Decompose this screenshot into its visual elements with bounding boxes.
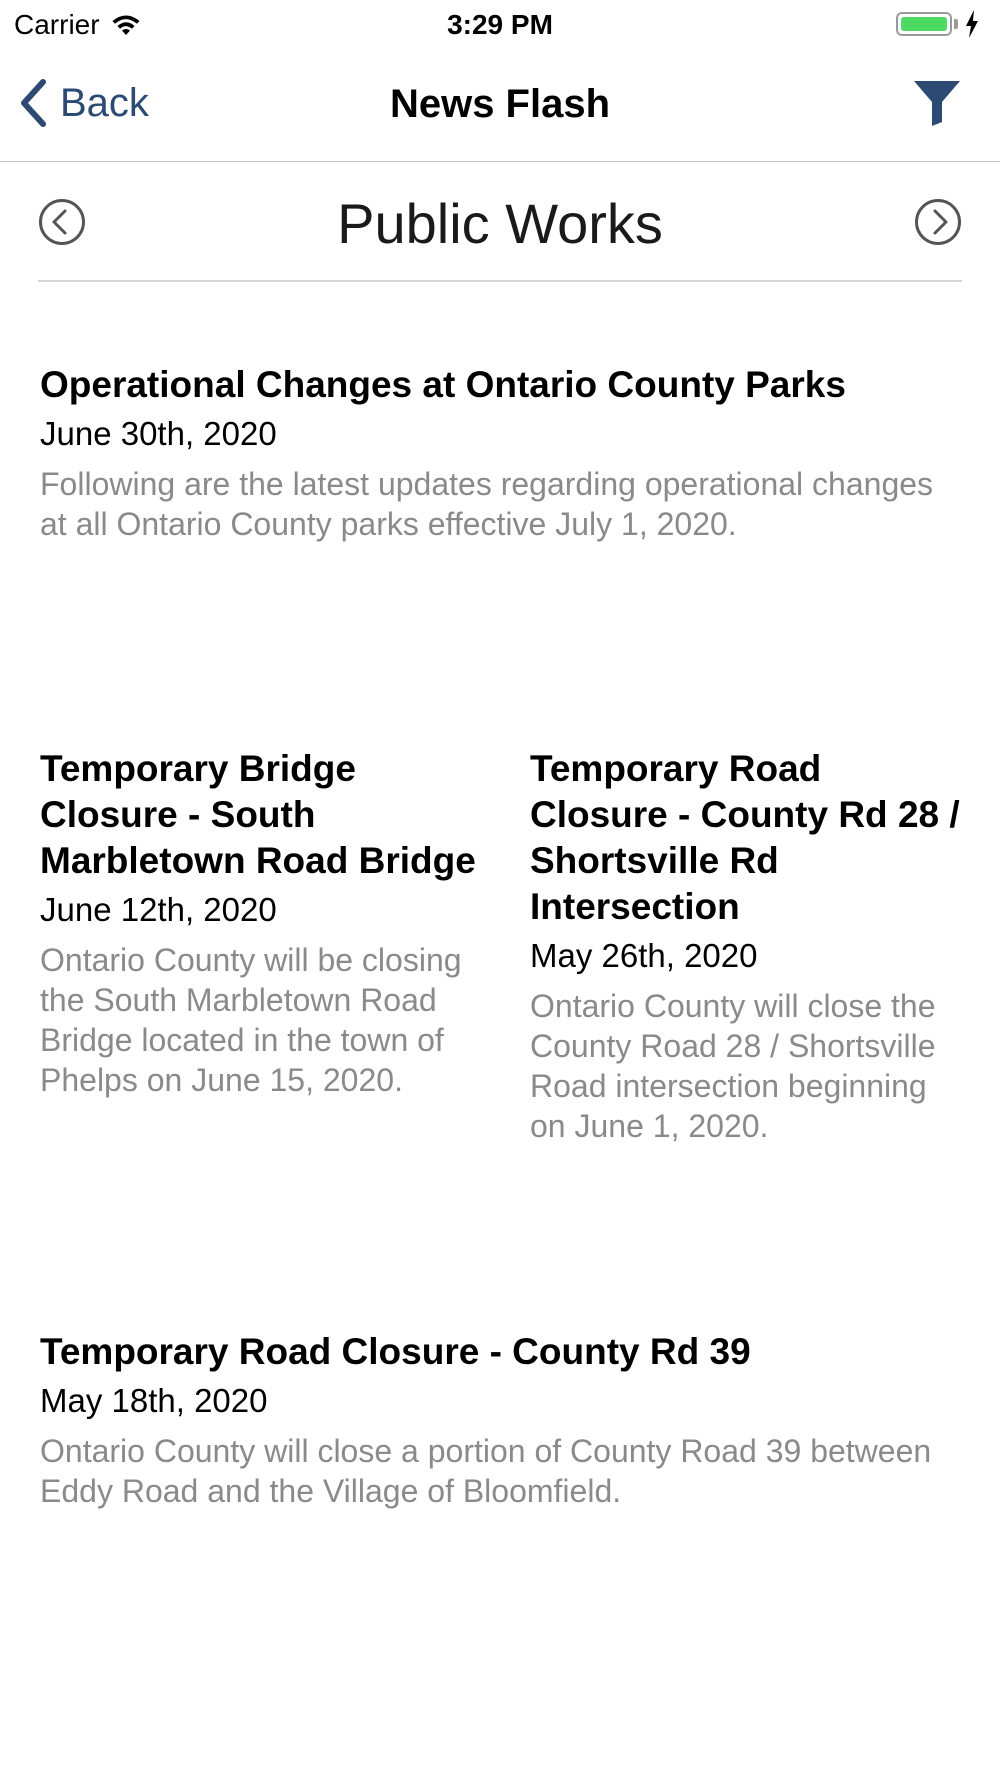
news-item-date: May 18th, 2020 (40, 1382, 268, 1419)
page-title: News Flash (389, 82, 611, 126)
news-item-summary: Following are the latest updates regarding operational changes at all Ontario County parks effective July 1, 2020. (40, 466, 934, 542)
news-item-date: June 30th, 2020 (40, 415, 277, 452)
news-item[interactable] (530, 746, 960, 1146)
news-item[interactable] (40, 746, 480, 1100)
news-item-title: Temporary Road Closure - County Rd 28 / Shortsville Rd Intersection (530, 748, 960, 927)
news-item-title: Temporary Road Closure - County Rd 39 (40, 1331, 751, 1372)
news-item[interactable] (40, 362, 960, 544)
news-item-summary: Ontario County will be closing the South Marbletown Road Bridge located in the town of Phelps on June 15, 2020. (40, 942, 462, 1098)
news-item-title: Temporary Bridge Closure - South Marbletown Road Bridge (40, 748, 476, 881)
chevron-right-circle-icon (914, 198, 962, 246)
navigation-bar (0, 50, 1000, 162)
news-item-summary: Ontario County will close a portion of County Road 39 between Eddy Road and the Village of Bloomfield. (40, 1433, 932, 1509)
category-title: Public Works (337, 192, 663, 255)
news-item-title: Operational Changes at Ontario County Parks (40, 364, 846, 405)
next-category-button[interactable] (914, 198, 962, 251)
news-item-date: May 26th, 2020 (530, 937, 758, 974)
filter-button[interactable] (912, 78, 962, 133)
status-time: 3:29 PM (447, 9, 553, 40)
news-item-summary: Ontario County will close the County Road 28 / Shortsville Road intersection beginning on June 1, 2020. (530, 988, 936, 1144)
back-label: Back (60, 81, 149, 125)
news-item[interactable] (40, 1329, 960, 1511)
charging-bolt-icon (964, 10, 980, 38)
carrier-label: Carrier (14, 9, 100, 40)
battery-indicator (896, 10, 980, 38)
news-item-date: June 12th, 2020 (40, 891, 277, 928)
battery-fill (901, 17, 947, 31)
filter-icon (912, 78, 962, 128)
category-header (38, 162, 962, 282)
battery-icon (896, 12, 952, 36)
status-bar (0, 0, 1000, 50)
battery-tip (954, 19, 958, 29)
